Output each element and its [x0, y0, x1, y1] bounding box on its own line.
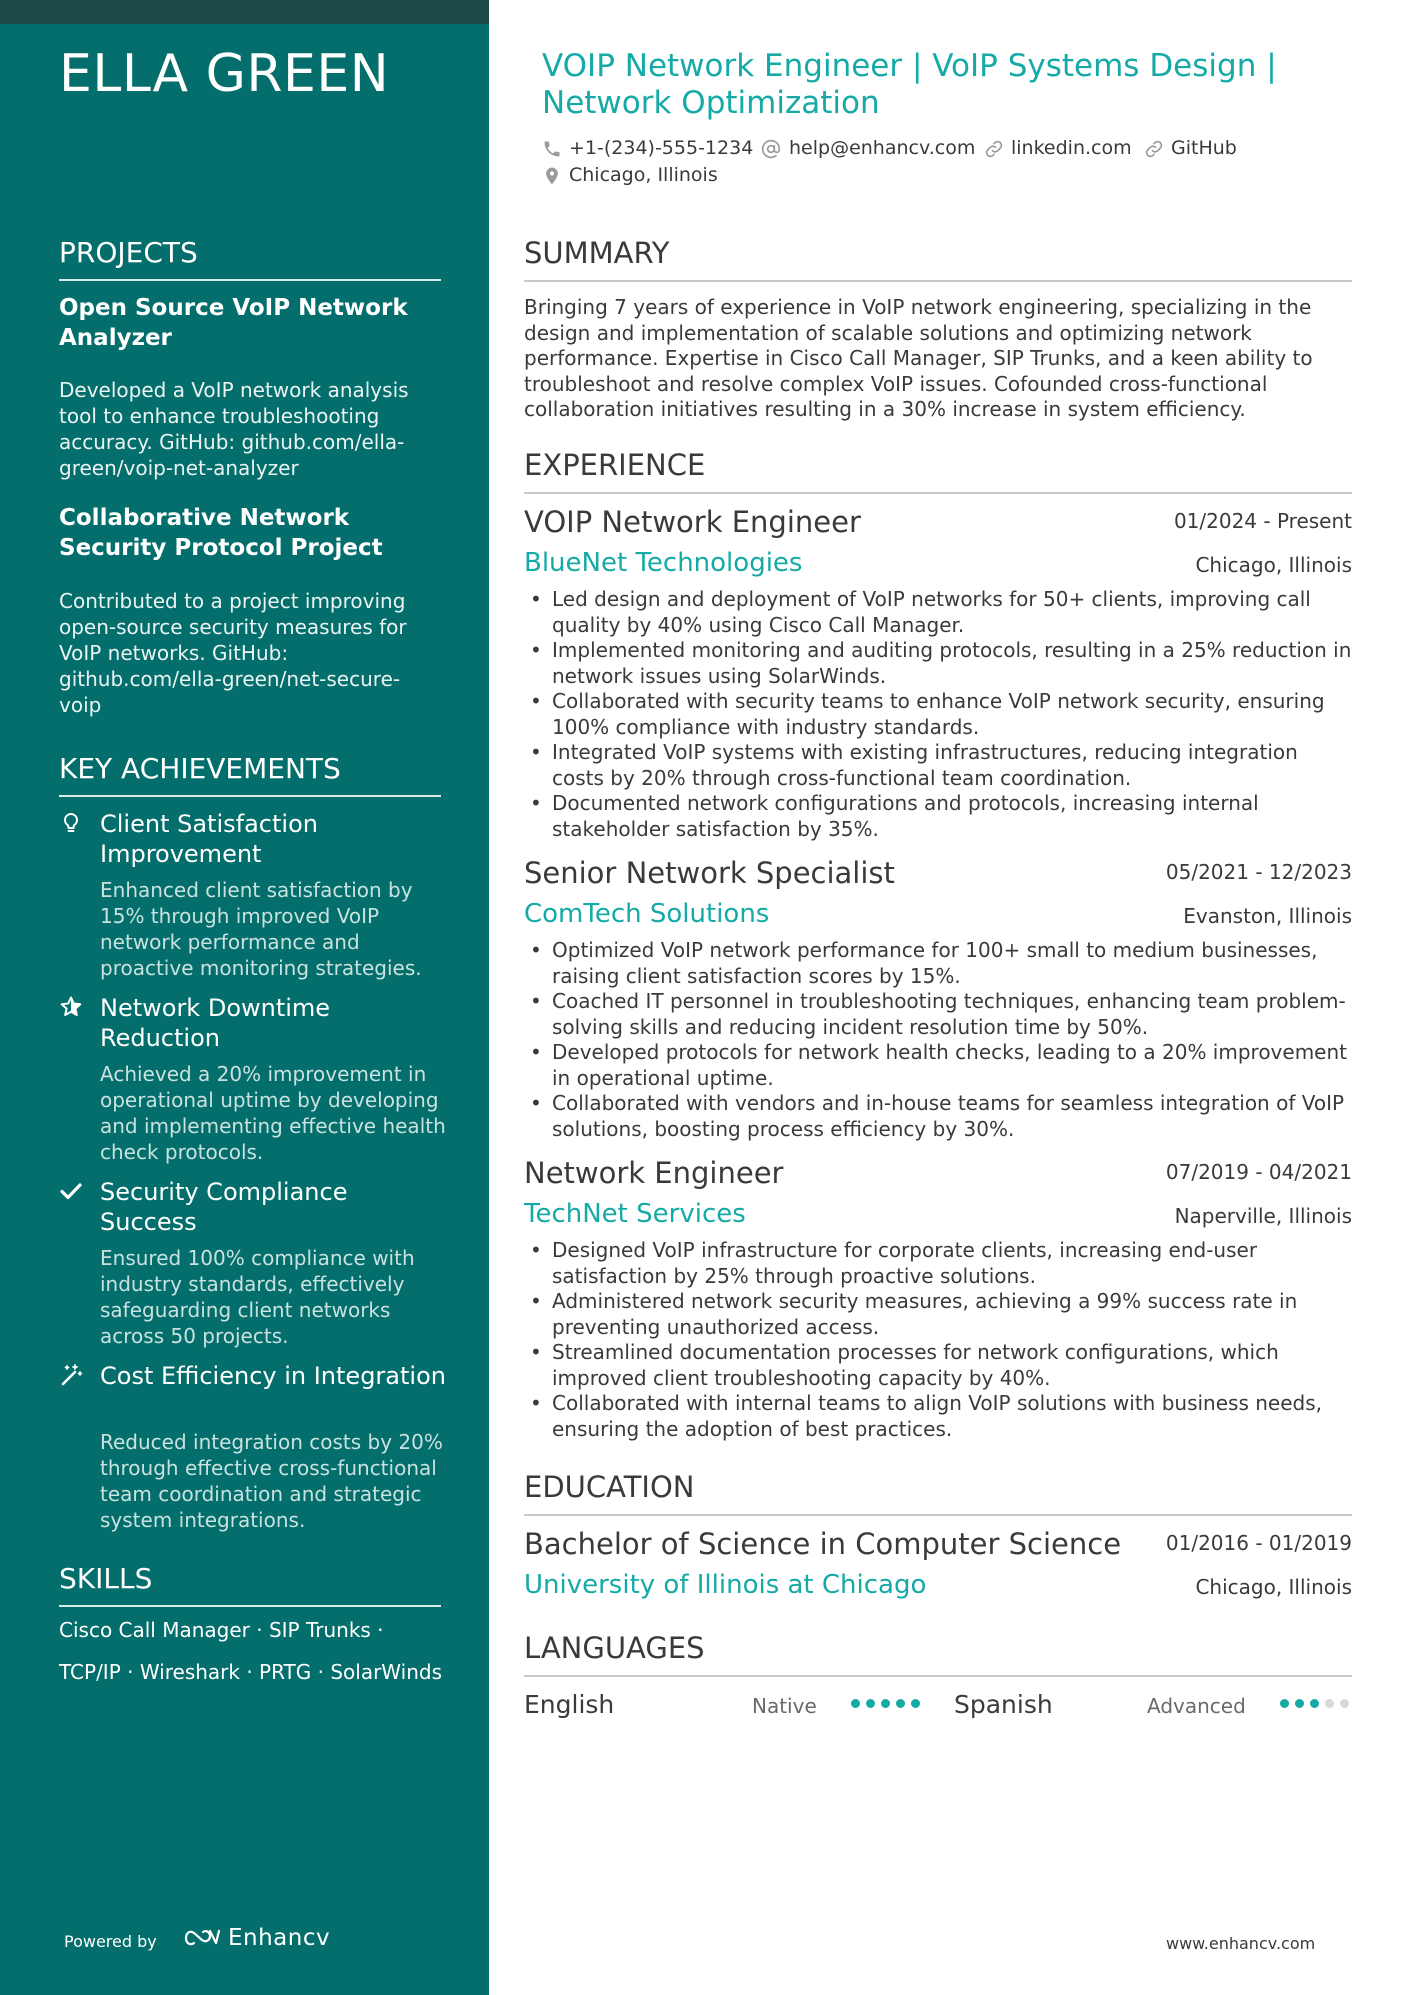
experience-heading: EXPERIENCE: [524, 448, 1352, 494]
rating-dot: [1310, 1699, 1319, 1708]
degree-title: Bachelor of Science in Computer Science: [524, 1527, 1122, 1561]
bullet-item: • Collaborated with vendors and in-house teams for seamless integration of VoIP solutions, boosting process efficiency by 30%.: [524, 1091, 1352, 1142]
job-title: Senior Network Specialist: [524, 856, 895, 890]
powered-by-label: Powered by: [64, 1932, 157, 1951]
contact-phone[interactable]: +1-(234)-555-1234: [569, 137, 754, 159]
achievements-heading: KEY ACHIEVEMENTS: [59, 752, 441, 797]
sidebar: [0, 0, 489, 1995]
headline: VOIP Network Engineer | VoIP Systems Design | Network Optimization: [542, 48, 1277, 121]
job-title: Network Engineer: [524, 1156, 784, 1190]
rating-dot: [896, 1699, 905, 1708]
bullet-item: • Streamlined documentation processes for network configurations, which improved client troubleshooting capacity by 40%.: [524, 1340, 1352, 1391]
project-description: Contributed to a project improving open-source security measures for VoIP networks. GitHub: github.com/ella-green/net-secure-voip: [59, 589, 407, 717]
achievement-title: Network Downtime Reduction: [100, 994, 331, 1052]
job-bullets: [524, 938, 1352, 1142]
contact-linkedin[interactable]: linkedin.com: [1011, 137, 1132, 159]
job-location: Evanston, Illinois: [1183, 904, 1352, 928]
job-bullets: [524, 1238, 1352, 1442]
projects-heading: PROJECTS: [59, 236, 441, 281]
achievement-title: Client Satisfaction Improvement: [100, 810, 318, 868]
job-location: Naperville, Illinois: [1174, 1204, 1352, 1228]
rating-dot: [851, 1699, 860, 1708]
location-pin-icon: [542, 166, 562, 186]
company-name: TechNet Services: [524, 1199, 746, 1229]
bullet-item: • Designed VoIP infrastructure for corporate clients, increasing end-user satisfaction by 25% through proactive solutions.: [524, 1238, 1352, 1289]
skills-list: Cisco Call Manager · SIP Trunks ·: [59, 1618, 384, 1642]
job-dates: 07/2019 - 04/2021: [1165, 1160, 1352, 1184]
language-level: Native: [752, 1694, 817, 1718]
summary-text: Bringing 7 years of experience in VoIP network engineering, specializing in the design and implementation of scalable solutions and optimizing network performance. Expertise in Cisco Call Manager, SIP Trunks, and a keen ability to troubleshoot and resolve complex VoIP issues. Cofounded cross-functional collaboration initiatives resulting in a 30% increase in system efficiency.: [524, 295, 1313, 421]
link-icon: [1144, 139, 1164, 159]
bullet-item: • Coached IT personnel in troubleshooting techniques, enhancing team problem-solving skills and reducing incident resolution time by 50%.: [524, 989, 1352, 1040]
rating-dot: [1340, 1699, 1349, 1708]
education-location: Chicago, Illinois: [1195, 1575, 1352, 1599]
education-heading: EDUCATION: [524, 1470, 1352, 1516]
achievement-description: Enhanced client satisfaction by 15% through improved VoIP network performance and proactive monitoring strategies.: [100, 878, 422, 980]
achievement-title: Security Compliance Success: [100, 1178, 348, 1236]
job-bullets: [524, 587, 1352, 842]
skills-list: TCP/IP · Wireshark · PRTG · SolarWinds: [59, 1660, 442, 1684]
rating-dot: [1295, 1699, 1304, 1708]
bullet-item: • Developed protocols for network health checks, leading to a 20% improvement in operational uptime.: [524, 1040, 1352, 1091]
bullet-item: • Optimized VoIP network performance for 100+ small to medium businesses, raising client satisfaction scores by 15%.: [524, 938, 1352, 989]
skills-heading: SKILLS: [59, 1562, 441, 1607]
contact-email[interactable]: help@enhancv.com: [789, 137, 976, 159]
education-dates: 01/2016 - 01/2019: [1165, 1531, 1352, 1555]
at-sign-icon: [761, 139, 781, 159]
enhancv-logo-icon: [184, 1926, 220, 1950]
language-level: Advanced: [1147, 1694, 1246, 1718]
language-name: English: [524, 1690, 615, 1719]
sidebar-top-bar: [0, 0, 489, 24]
magic-wand-icon: [59, 1363, 83, 1387]
website-link[interactable]: www.enhancv.com: [1166, 1934, 1316, 1953]
contact-location: Chicago, Illinois: [569, 164, 718, 186]
candidate-name: ELLA GREEN: [59, 44, 390, 104]
phone-icon: [542, 139, 562, 159]
job-dates: 01/2024 - Present: [1173, 509, 1352, 533]
rating-dot: [1280, 1699, 1289, 1708]
company-name: ComTech Solutions: [524, 899, 770, 929]
contact-github[interactable]: GitHub: [1171, 137, 1237, 159]
rating-dot: [911, 1699, 920, 1708]
enhancv-brand: Enhancv: [228, 1925, 331, 1951]
bullet-item: • Led design and deployment of VoIP networks for 50+ clients, improving call quality by 40% using Cisco Call Manager.: [524, 587, 1352, 638]
school-name: University of Illinois at Chicago: [524, 1570, 927, 1600]
link-icon: [984, 139, 1004, 159]
bullet-item: • Collaborated with internal teams to align VoIP solutions with business needs, ensuring the adoption of best practices.: [524, 1391, 1352, 1442]
achievement-description: Achieved a 20% improvement in operational uptime by developing and implementing effective health check protocols.: [100, 1062, 446, 1164]
language-rating: [851, 1699, 920, 1708]
language-rating: [1280, 1699, 1349, 1708]
languages-heading: LANGUAGES: [524, 1631, 1352, 1677]
job-location: Chicago, Illinois: [1195, 553, 1352, 577]
bullet-item: • Integrated VoIP systems with existing infrastructures, reducing integration costs by 20% through cross-functional team coordination.: [524, 740, 1352, 791]
project-description: Developed a VoIP network analysis tool to enhance troubleshooting accuracy. GitHub: github.com/ella-green/voip-net-analyzer: [59, 378, 409, 480]
achievement-description: Ensured 100% compliance with industry standards, effectively safeguarding client networks across 50 projects.: [100, 1246, 415, 1348]
lightbulb-icon: [59, 811, 83, 835]
company-name: BlueNet Technologies: [524, 548, 803, 578]
summary-heading: SUMMARY: [524, 236, 1352, 282]
bullet-item: • Documented network configurations and protocols, increasing internal stakeholder satisfaction by 35%.: [524, 791, 1352, 842]
bullet-item: • Administered network security measures, achieving a 99% success rate in preventing unauthorized access.: [524, 1289, 1352, 1340]
job-title: VOIP Network Engineer: [524, 505, 861, 539]
achievement-description: Reduced integration costs by 20% through effective cross-functional team coordination and strategic system integrations.: [100, 1430, 443, 1532]
bullet-item: • Collaborated with security teams to enhance VoIP network security, ensuring 100% compliance with industry standards.: [524, 689, 1352, 740]
checkmark-icon: [59, 1179, 83, 1203]
project-title: Open Source VoIP Network Analyzer: [59, 295, 408, 351]
language-name: Spanish: [954, 1690, 1053, 1719]
achievement-title: Cost Efficiency in Integration: [100, 1362, 446, 1390]
bullet-item: • Implemented monitoring and auditing protocols, resulting in a 25% reduction in network issues using SolarWinds.: [524, 638, 1352, 689]
star-icon: [59, 995, 83, 1019]
rating-dot: [881, 1699, 890, 1708]
rating-dot: [1325, 1699, 1334, 1708]
rating-dot: [866, 1699, 875, 1708]
job-dates: 05/2021 - 12/2023: [1165, 860, 1352, 884]
project-title: Collaborative Network Security Protocol Project: [59, 505, 383, 561]
